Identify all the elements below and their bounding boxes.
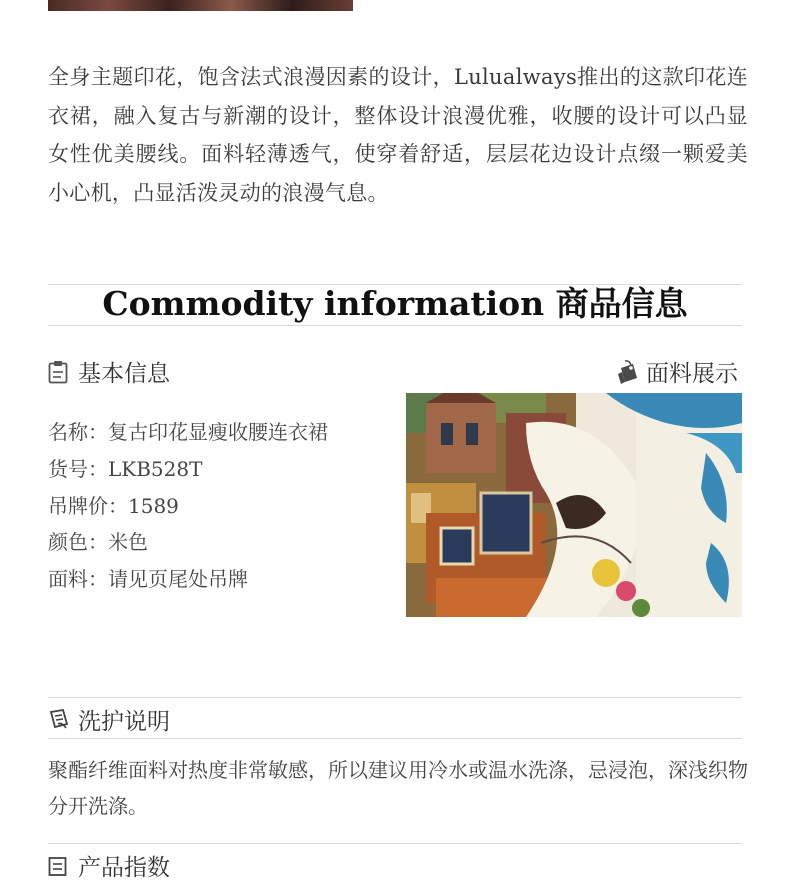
- info-value: 米色: [108, 530, 148, 555]
- info-row-price: [48, 488, 328, 525]
- index-top-rule: [48, 843, 742, 844]
- info-row-fabric: [48, 561, 328, 598]
- basic-info-title: [48, 355, 170, 388]
- basic-info-list: [48, 414, 328, 598]
- care-label-icon: [48, 708, 70, 732]
- basic-info-label: 基本信息: [78, 361, 170, 387]
- info-value: 复古印花显瘦收腰连衣裙: [108, 420, 328, 444]
- info-row-color: [48, 524, 328, 561]
- care-title: [48, 703, 170, 736]
- info-label: 货号：: [48, 456, 108, 481]
- fabric-photo: [406, 393, 742, 617]
- care-label: 洗护说明: [78, 709, 170, 735]
- info-row-sku: [48, 451, 328, 488]
- index-title: [48, 849, 170, 882]
- fabric-label: 面料展示: [646, 361, 738, 387]
- index-label: 产品指数: [78, 855, 170, 881]
- care-bottom-rule: [48, 738, 742, 739]
- heading-bottom-rule: [48, 325, 742, 326]
- product-photo-bottom-edge: [48, 0, 353, 11]
- info-row-name: [48, 414, 328, 451]
- section-heading: Commodity information 商品信息: [102, 284, 688, 323]
- care-top-rule: [48, 697, 742, 698]
- fabric-title: [616, 355, 738, 388]
- clipboard-icon: [48, 360, 70, 384]
- info-label: 吊牌价：: [48, 493, 128, 518]
- fabric-tag-icon: [616, 360, 638, 384]
- info-label: 面料：: [48, 567, 108, 592]
- index-icon: [48, 854, 70, 878]
- info-value: 1589: [128, 493, 179, 518]
- info-value: 请见页尾处吊牌: [108, 567, 248, 592]
- product-description: 全身主题印花，饱含法式浪漫因素的设计，Lulualways推出的这款印花连衣裙，融入复古与新潮的设计，整体设计浪漫优雅，收腰的设计可以凸显女性优美腰线。面料轻薄透气，使穿着舒适，层层花边设计点缀一颗爱美小心机，凸显活泼灵动的浪漫气息。: [48, 65, 748, 205]
- info-value: LKB528T: [108, 456, 203, 481]
- info-label: 名称：: [48, 420, 108, 444]
- info-label: 颜色：: [48, 530, 108, 555]
- care-instructions: 聚酯纤维面料对热度非常敏感，所以建议用冷水或温水洗涤，忌浸泡，深浅织物分开洗涤。: [48, 758, 748, 818]
